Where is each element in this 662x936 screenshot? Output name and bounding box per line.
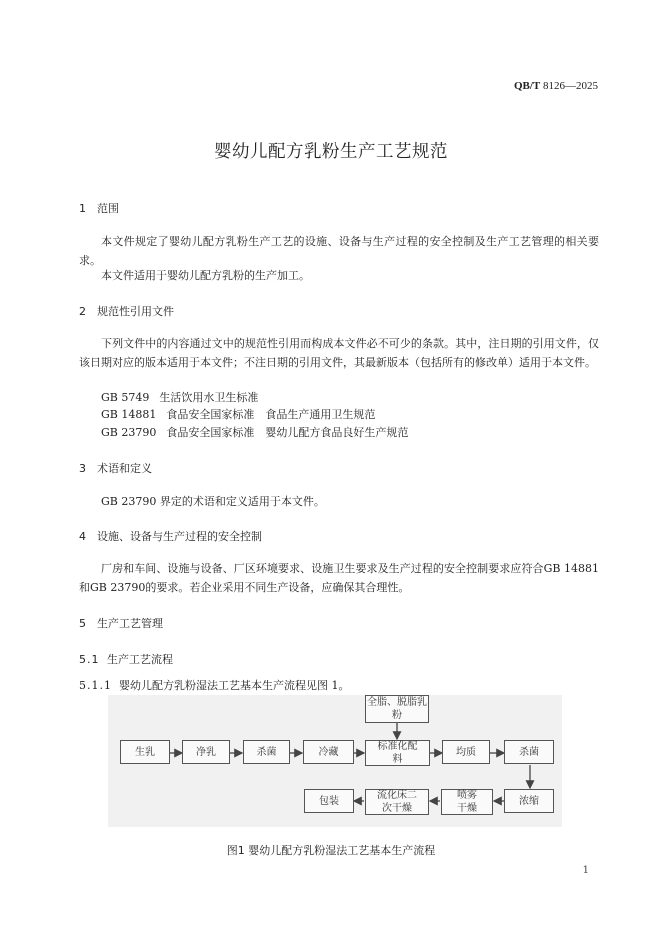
reference-name: 生活饮用水卫生标准 bbox=[159, 391, 259, 404]
document-title: 婴幼儿配方乳粉生产工艺规范 bbox=[214, 142, 448, 162]
reference-item bbox=[101, 406, 385, 422]
section-4-para-1: 厂房和车间、设施与设备、厂区环境要求、设施卫生要求及生产过程的安全控制要求应符合GB 14881和GB 23790的要求。若企业采用不同生产设备，应确保其合理性。 bbox=[79, 562, 599, 594]
reference-item bbox=[101, 424, 418, 440]
section-5-title: 生产工艺管理 bbox=[97, 617, 163, 630]
reference-code: GB 5749 bbox=[101, 391, 150, 404]
section-3-heading bbox=[79, 460, 152, 476]
reference-code: GB 14881 bbox=[101, 408, 157, 421]
figure-caption: 图1 婴幼儿配方乳粉湿法工艺基本生产流程 bbox=[226, 844, 436, 857]
standard-code bbox=[514, 80, 598, 92]
section-3-para-1: GB 23790 界定的术语和定义适用于本文件。 bbox=[101, 495, 325, 508]
flow-node-fluid-bed-drying: 流化床二次干燥 bbox=[365, 789, 429, 815]
flow-node-standardization: 标准化配料 bbox=[365, 740, 430, 766]
reference-code: GB 23790 bbox=[101, 426, 157, 439]
section-2-title: 规范性引用文件 bbox=[97, 305, 174, 318]
section-2-heading bbox=[79, 303, 174, 319]
standard-code-number: 8126—2025 bbox=[543, 80, 598, 92]
section-1-para-2: 本文件适用于婴幼儿配方乳粉的生产加工。 bbox=[101, 269, 310, 282]
subsection-5-1-title: 生产工艺流程 bbox=[107, 653, 173, 666]
section-5-number: 5 bbox=[79, 617, 86, 630]
flow-node-concentration: 浓缩 bbox=[504, 789, 554, 813]
section-4-heading bbox=[79, 528, 262, 544]
process-flow-diagram bbox=[108, 695, 562, 827]
page-number: 1 bbox=[582, 865, 589, 876]
reference-item bbox=[101, 389, 268, 405]
reference-name: 食品安全国家标准 食品生产通用卫生规范 bbox=[166, 408, 376, 421]
section-1-heading bbox=[79, 200, 119, 216]
flow-node-raw-milk: 生乳 bbox=[120, 740, 170, 764]
section-2-number: 2 bbox=[79, 305, 86, 318]
subsection-5-1-number: 5.1 bbox=[79, 653, 100, 666]
clause-5-1-1 bbox=[79, 677, 350, 693]
section-1-para-1: 本文件规定了婴幼儿配方乳粉生产工艺的设施、设备与生产过程的安全控制及生产工艺管理的相关要求。 bbox=[79, 235, 599, 267]
flow-node-packaging: 包装 bbox=[304, 789, 354, 813]
reference-name: 食品安全国家标准 婴幼儿配方食品良好生产规范 bbox=[166, 426, 409, 439]
subsection-5-1-heading bbox=[79, 651, 173, 667]
flow-node-sterilization-1: 杀菌 bbox=[243, 740, 290, 764]
flow-node-homogenization: 均质 bbox=[442, 740, 490, 764]
flow-node-clarification: 净乳 bbox=[182, 740, 230, 764]
section-3-number: 3 bbox=[79, 462, 86, 475]
flow-node-spray-drying: 喷雾干燥 bbox=[441, 789, 493, 815]
section-2-para-1: 下列文件中的内容通过文中的规范性引用而构成本文件必不可少的条款。其中，注日期的引用文件，仅该日期对应的版本适用于本文件；不注日期的引用文件，其最新版本（包括所有的修改单）适用于本文件。 bbox=[79, 337, 599, 369]
section-1-number: 1 bbox=[79, 202, 86, 215]
clause-5-1-1-number: 5.1.1 bbox=[79, 679, 112, 692]
flow-node-milk-powder: 全脂、脱脂乳粉 bbox=[367, 697, 427, 721]
flow-node-sterilization-2: 杀菌 bbox=[504, 740, 554, 764]
flow-node-cold-storage: 冷藏 bbox=[303, 740, 354, 764]
section-4-number: 4 bbox=[79, 530, 86, 543]
clause-5-1-1-text: 婴幼儿配方乳粉湿法工艺基本生产流程见图 1。 bbox=[119, 679, 350, 692]
section-5-heading bbox=[79, 615, 163, 631]
section-3-title: 术语和定义 bbox=[97, 462, 152, 475]
section-4-title: 设施、设备与生产过程的安全控制 bbox=[97, 530, 262, 543]
section-1-title: 范围 bbox=[97, 202, 119, 215]
standard-code-prefix: QB/T bbox=[513, 80, 541, 92]
